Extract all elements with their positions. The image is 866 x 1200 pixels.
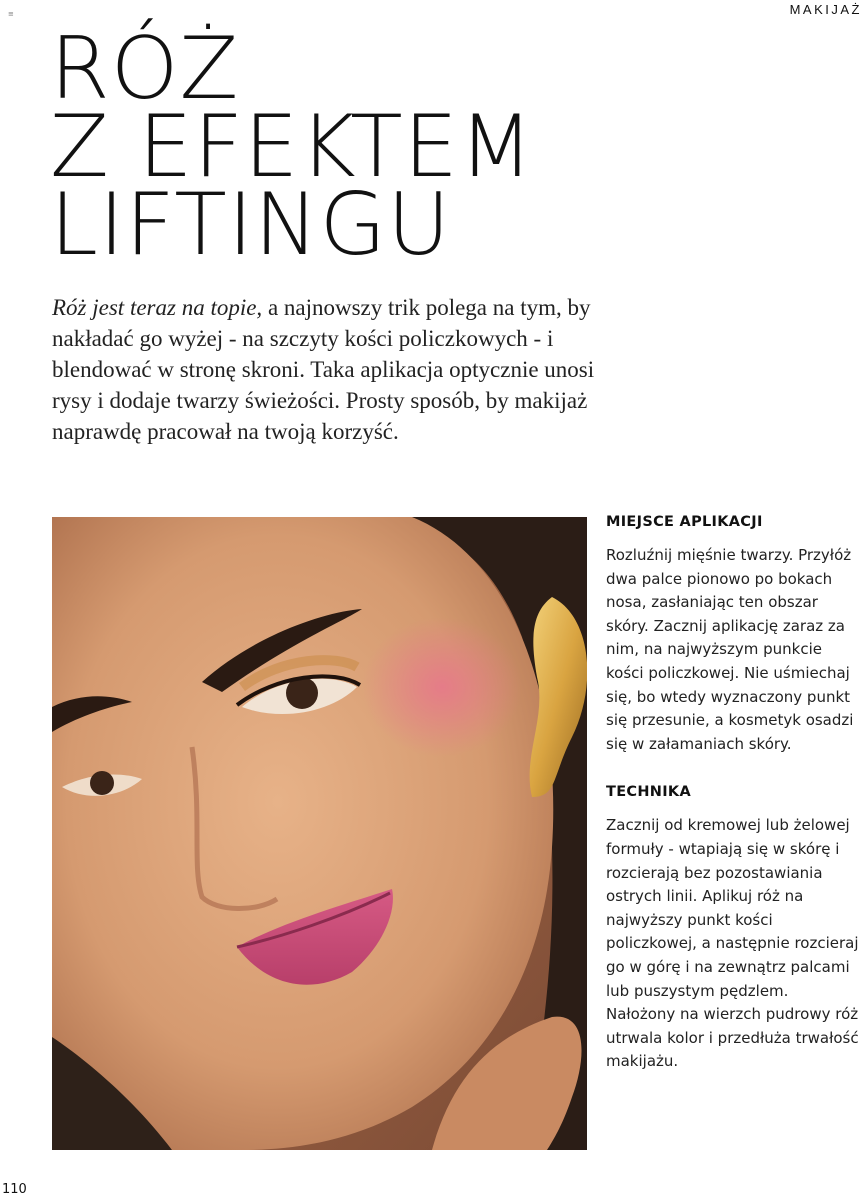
corner-mark: ≡	[8, 10, 14, 18]
section-label: MAKIJAŻ	[789, 2, 862, 17]
title-line-1: RÓŻ	[50, 19, 240, 119]
technique-heading: TECHNIKA	[606, 784, 691, 801]
sidebar-text	[606, 514, 862, 1074]
face-illustration	[52, 517, 587, 1150]
left-iris	[90, 771, 114, 795]
technique-body: Zacznij od kremowej lub żelowej formuły - wtapiają się w skórę i rozcierają bez pozostawiania ostrych linii. Aplikuj róż na najwyższy punkt kości policzkowej, a następnie rozcieraj go w górę i na zewnątrz palcami lub puszystym pędzlem. Nałożony na wierzch pudrowy róż utrwala kolor i przedłuża trwałość makijażu.	[606, 816, 859, 1071]
title-line-2: Z EFEKTEM	[50, 97, 535, 197]
intro-body: a najnowszy trik polega na tym, by nakładać go wyżej - na szczyty kości policzkowych - i blendować w stronę skroni. Taka aplikacja optycznie unosi rysy i dodaje twarzy świeżości. Prosty sposób, by makijaż naprawdę pracował na twoją korzyść.	[52, 295, 595, 444]
placement-section	[606, 514, 862, 756]
model-photo	[52, 517, 587, 1150]
intro-lead: Róż jest teraz na topie,	[52, 295, 263, 320]
page-number: 110	[2, 1182, 27, 1197]
placement-heading: MIEJSCE APLIKACJI	[606, 514, 763, 530]
technique-section	[606, 784, 862, 1074]
placement-body: Rozluźnij mięśnie twarzy. Przyłóż dwa palce pionowo po bokach nosa, zasłaniając ten obszar skóry. Zacznij aplikację zaraz za nim, na najwyższym punkcie kości policzkowej. Nie uśmiechaj się, bo wtedy wyznaczony punkt się przesunie, a kosmetyk osadzi się w załamaniach skóry.	[606, 546, 854, 753]
page-title	[50, 19, 535, 275]
cheek-blush	[362, 617, 522, 757]
intro-paragraph	[52, 292, 612, 447]
title-line-3: LIFTINGU	[50, 175, 452, 275]
